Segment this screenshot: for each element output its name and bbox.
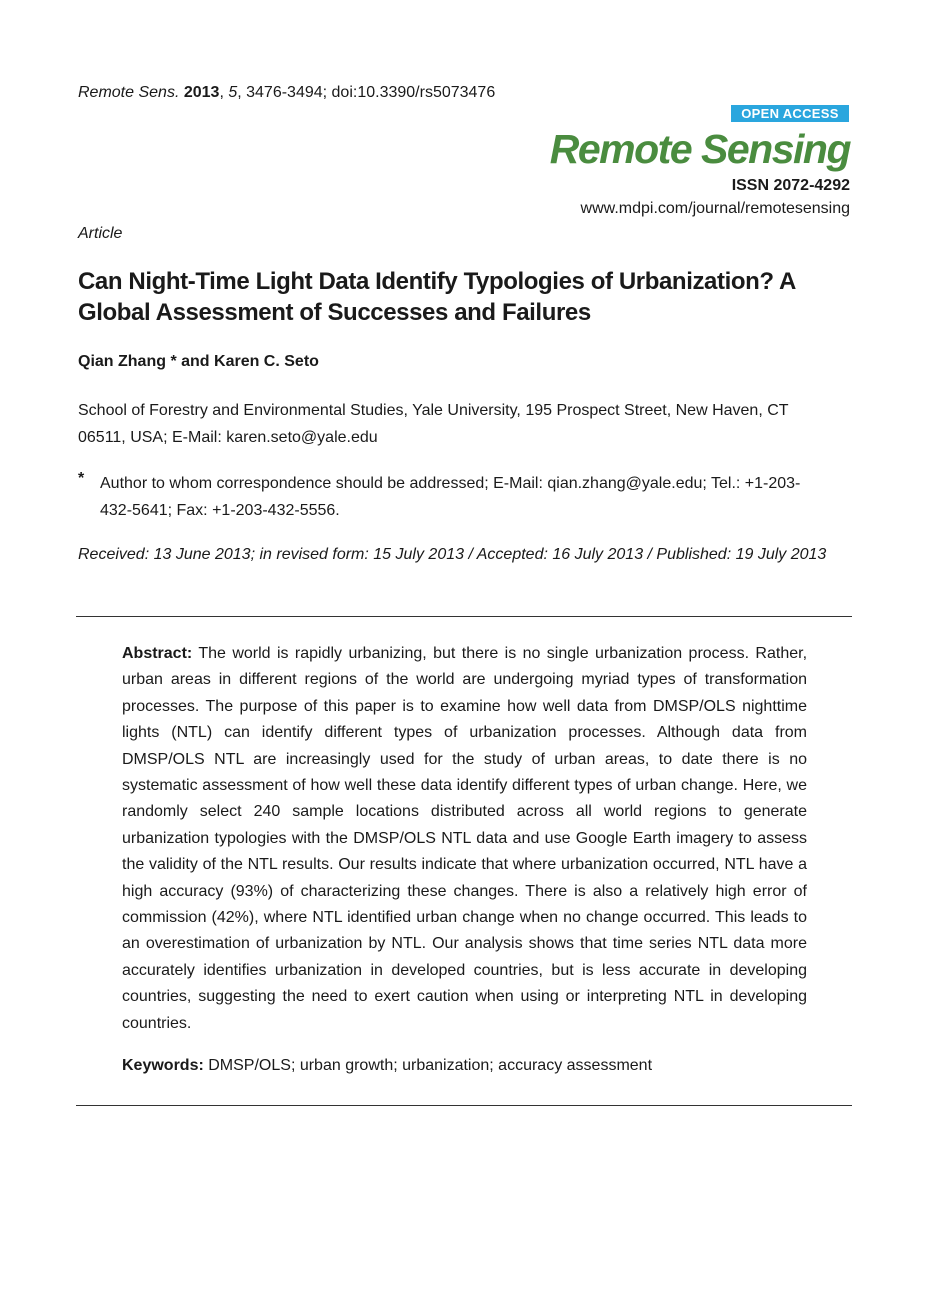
authors: Qian Zhang * and Karen C. Seto — [78, 353, 319, 370]
keywords — [122, 1057, 807, 1075]
affiliation: School of Forestry and Environmental Studies, Yale University, 195 Prospect Street, New Haven, CT 06511, USA; E-Mail: karen.seto@yale.edu — [78, 402, 789, 446]
abstract — [122, 641, 807, 1037]
open-access-badge: OPEN ACCESS — [731, 105, 849, 122]
citation-pages: 3476-3494; doi:10.3390/rs5073476 — [246, 84, 496, 101]
keywords-label: Keywords: — [122, 1057, 204, 1074]
article-type: Article — [78, 225, 123, 242]
citation-volume: 5 — [228, 84, 238, 101]
top-divider — [76, 616, 852, 617]
publication-dates: Received: 13 June 2013; in revised form: 15 July 2013 / Accepted: 16 July 2013 / Published: 19 July 2013 — [78, 546, 827, 563]
citation-journal: Remote Sens. — [78, 84, 180, 101]
correspondence-note: Author to whom correspondence should be addressed; E-Mail: qian.zhang@yale.edu; Tel.: +1-203-432-5641; Fax: +1-203-432-5556. — [100, 475, 801, 519]
abstract-text: The world is rapidly urbanizing, but there is no single urbanization process. Rather, urban areas in different regions of the world are undergoing myriad types of transformation processes. The purpose of this paper is to examine how well data from DMSP/OLS nighttime lights (NTL) can identify different types of urbanization processes. Although data from DMSP/OLS NTL are increasingly used for the study of urban areas, to date there is no systematic assessment of how well these data identify different types of urban change. Here, we randomly select 240 sample locations distributed across all world regions to generate urbanization typologies with the DMSP/OLS NTL data and use Google Earth imagery to assess the validity of the NTL results. Our results indicate that where urbanization occurred, NTL have a high accuracy (93%) of characterizing these changes. There is also a relatively high error of commission (42%), where NTL identified urban change when no change occurred. This leads to an overestimation of urbanization by NTL. Our analysis shows that time series NTL data more accurately identifies urbanization in developed countries, but is less accurate in developing countries, suggesting the need to exert caution when using or interpreting NTL in developing countries. — [122, 645, 808, 1032]
citation-line: Remote Sens. 2013, 5, 3476-3494; doi:10.3390/rs5073476 — [78, 84, 496, 101]
citation-year: 2013 — [183, 84, 220, 101]
keywords-text: DMSP/OLS; urban growth; urbanization; accuracy assessment — [208, 1057, 653, 1074]
journal-url[interactable]: www.mdpi.com/journal/remotesensing — [580, 200, 850, 217]
issn: ISSN 2072-4292 — [731, 177, 850, 194]
paper-title: Can Night-Time Light Data Identify Typologies of Urbanization? A Global Assessment of Successes and Failures — [78, 268, 796, 326]
correspondence-marker: * — [78, 470, 85, 487]
journal-logo: Remote Sensing — [549, 126, 850, 172]
bottom-divider — [76, 1105, 852, 1106]
abstract-label: Abstract: — [122, 645, 193, 662]
